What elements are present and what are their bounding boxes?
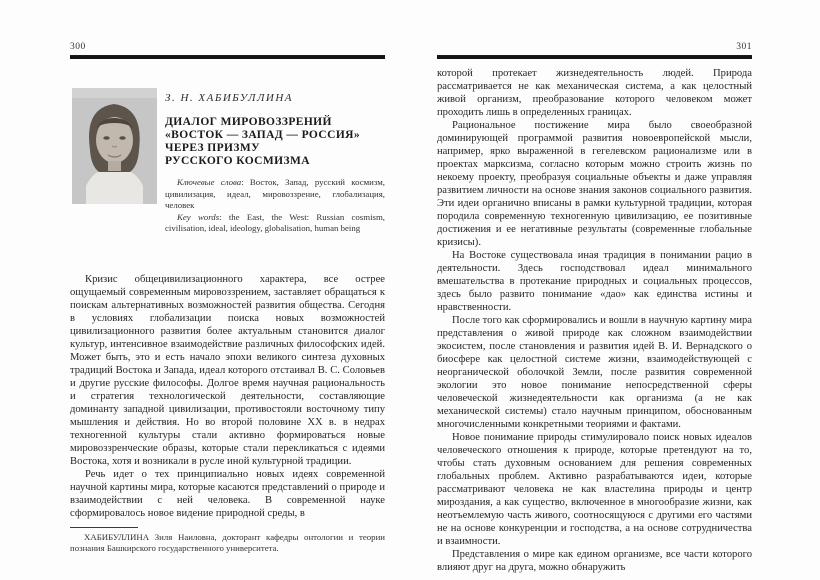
header-rule-left	[70, 55, 385, 59]
footnote-rule	[70, 527, 138, 528]
paragraph: Кризис общецивилизационного характера, все острее ощущаемый современным мировоззрением, заставляет обращаться к поискам альтернативных возможностей развития общества. Сегодня в условиях глобализации поиска новых возможностей цивилизационного развития более актуальным становится диалог культур, интенсивное взаимодействие различных философских идей. Может быть, это и есть начало эпохи великого синтеза духовных традиций Востока и Запада, идеал которого отстаивал В. С. Соловьев и другие русские философы. Долгое время научная рациональность и стратегия технологической деятельности, составляющие доминанту западной цивилизации, противостояли восточному типу мышления и действия. Но во второй половине XX в. в недрах техногенной культуры стали активно формироваться новые мировоззренческие образы, которые стали перекликаться с идеями Востока, хотя и возникали в русле иной культурной традиции.	[70, 274, 385, 467]
header-rule-right	[437, 55, 752, 59]
article-title-line: РУССКОГО КОСМИЗМА	[165, 155, 310, 167]
article-title	[165, 116, 385, 168]
footnote-text: ХАБИБУЛЛИНА Зиля Наиловна, докторант кафедры онтологии и теории познания Башкирского государственного университета.	[70, 532, 385, 553]
paragraph: На Востоке существовала иная традиция в понимании рацио в деятельности. Здесь господствовал идеал минимального вмешательства в протекание природных и социальных процессов, здесь было развито понимание «дао» как единства истины и нравственности.	[437, 250, 752, 313]
keywords-en-text: : the East, the West: Russian cosmism, civilisation, ideal, ideology, globalisation, human being	[165, 211, 385, 233]
page-number-left: 300	[70, 42, 86, 52]
keywords-russian	[165, 177, 385, 212]
author-photo	[72, 88, 157, 204]
author-photo-image	[72, 88, 157, 204]
keywords-ru-label: Ключевые слова	[177, 177, 242, 187]
body-text-left	[70, 273, 385, 520]
body-text-right	[437, 67, 752, 574]
author-name: З. Н. ХАБИБУЛЛИНА	[165, 92, 294, 104]
paragraph: которой протекает жизнедеятельность людей. Природа рассматривается не как механическая система, а как целостный живой организм, преобразование которого человеком может проходить лишь в определенных границах.	[437, 68, 752, 118]
keywords-english	[165, 212, 385, 235]
article-head	[70, 67, 385, 267]
paragraph: После того как сформировались и вошли в научную картину мира представления о живой природе как сложном взаимодействии экосистем, после становления и развития идей В. И. Вернадского о биосфере как целостной системе жизни, взаимодействующей с неорганической оболочкой Земли, после развития современной экологии это новое понимание непосредственной сферы человеческой жизнедеятельности как организма (а не как механической системы) стало научным принципом, обоснованным многочисленными конкретными теориями и фактами.	[437, 315, 752, 430]
article-head-text	[165, 67, 385, 235]
footnote	[70, 527, 385, 554]
paragraph: Речь идет о тех принципиально новых идеях современной научной картины мира, которые касаются представлений о природе и взаимодействии с ней человека. В современной науке сформировалось новое видение природной среды, в	[70, 469, 385, 519]
article-title-line: «ВОСТОК — ЗАПАД — РОССИЯ»	[165, 129, 361, 141]
keywords-en-label: Key words	[177, 211, 220, 222]
page-left	[70, 42, 385, 554]
paragraph: Новое понимание природы стимулировало поиск новых идеалов человеческого отношения к природе, которые претендуют на то, чтобы стать духовным основанием для решения современных глобальных проблем. Активно разрабатываются идеи, которые рассматривают человека не как властелина природы и центр мироздания, а как существо, включенное в многообразие жизни, как неотъемлемую часть живого, соотносящуюся с другими его частями не на основе конкуренции и господства, а на основе сотрудничества и взаимности.	[437, 432, 752, 547]
paragraph: Рациональное постижение мира было своеобразной доминирующей программой развития новоевропейской мысли, например, ярко выраженной в гегелевском рационализме или в проектах марксизма, согласно которым можно строить жизнь по некоему проекту, преобразуя социальные объекты и даже управляя развитием личности на основе знания законов социального развития. Эти идеи органично вписаны в рамки культурной традиции, которая породила современную техногенную цивилизацию, ее позитивные достижения и ее негативные результаты (современные глобальные кризисы).	[437, 120, 752, 248]
article-title-line: ДИАЛОГ МИРОВОЗЗРЕНИЙ	[165, 116, 332, 128]
article-title-line: ЧЕРЕЗ ПРИЗМУ	[165, 142, 260, 154]
page-number-right: 301	[736, 42, 752, 52]
keywords-block	[165, 177, 385, 235]
page-right	[437, 42, 752, 574]
paragraph: Представления о мире как едином организме, все части которого влияют друг на друга, можно обнаружить	[437, 549, 752, 573]
keywords-ru-text: : Восток, Запад, русский космизм, цивилизация, идеал, мировоззрение, глобализация, человек	[165, 177, 385, 210]
